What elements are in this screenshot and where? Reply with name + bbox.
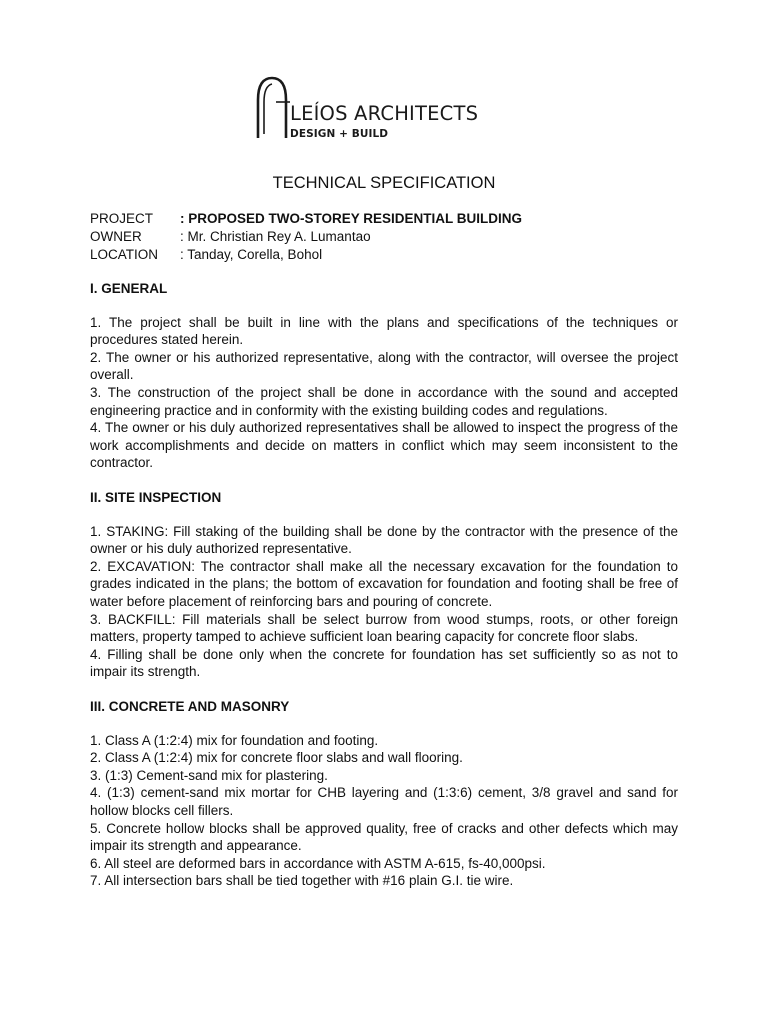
spec-item: 6. All steel are deformed bars in accordance with ASTM A-615, fs-40,000psi. [90, 855, 546, 871]
logo-company-name: LEÍOS ARCHITECTS [290, 102, 479, 125]
section-site-inspection [90, 489, 678, 681]
section-heading: III. CONCRETE AND MASONRY [90, 699, 290, 714]
spec-item: 2. EXCAVATION: The contractor shall make all the necessary excavation for the foundation to grades indicated in the plans; the bottom of excavation for foundation and footing shall be free of water before placement of reinforcing bars and pouring of concrete. [90, 558, 678, 609]
spec-item: 2. The owner or his authorized representative, along with the contractor, will oversee the project overall. [90, 349, 678, 383]
spec-item: 4. (1:3) cement-sand mix mortar for CHB layering and (1:3:6) cement, 3/8 gravel and sand for hollow blocks cell fillers. [90, 785, 678, 818]
arch-logo-icon [250, 72, 290, 142]
document-title: TECHNICAL SPECIFICATION [272, 174, 496, 192]
project-info-row [90, 210, 522, 228]
spec-item: 3. (1:3) Cement-sand mix for plastering. [90, 767, 328, 783]
project-info [90, 210, 522, 264]
location-info-row [90, 246, 522, 264]
location-value: : Tanday, Corella, Bohol [180, 247, 323, 262]
spec-item: 3. The construction of the project shall be done in accordance with the sound and accepted engineering practice and in conformity with the existing building codes and regulations. [90, 384, 678, 418]
owner-info-row [90, 228, 522, 246]
section-heading: II. SITE INSPECTION [90, 490, 222, 505]
spec-item: 4. Filling shall be done only when the concrete for foundation has set sufficiently so as not to impair its strength. [90, 646, 678, 680]
project-value: : PROPOSED TWO-STOREY RESIDENTIAL BUILDING [180, 211, 523, 226]
spec-item: 2. Class A (1:2:4) mix for concrete floor slabs and wall flooring. [90, 750, 463, 766]
project-label: PROJECT [90, 211, 154, 226]
spec-item: 1. The project shall be built in line with the plans and specifications of the techniques or procedures stated herein. [90, 314, 678, 348]
spec-item: 4. The owner or his duly authorized representatives shall be allowed to inspect the progress of the work accomplishments and decide on matters in conflict which may seem inconsistent to the contractor. [90, 420, 678, 471]
spec-item: 1. STAKING: Fill staking of the building shall be done by the contractor with the presence of the owner or his duly authorized representative. [90, 523, 678, 557]
spec-item: 1. Class A (1:2:4) mix for foundation and footing. [90, 732, 379, 748]
section-concrete-masonry [90, 698, 678, 890]
logo-tagline: DESIGN + BUILD [290, 128, 389, 140]
owner-value: : Mr. Christian Rey A. Lumantao [180, 229, 371, 244]
spec-item: 7. All intersection bars shall be tied together with #16 plain G.I. tie wire. [90, 873, 514, 889]
section-general [90, 280, 678, 472]
owner-label: OWNER [90, 229, 142, 244]
section-heading: I. GENERAL [90, 281, 168, 296]
spec-item: 5. Concrete hollow blocks shall be approved quality, free of cracks and other defects which may impair its strength and appearance. [90, 820, 678, 854]
spec-item: 3. BACKFILL: Fill materials shall be select burrow from wood stumps, roots, or other foreign matters, property tamped to achieve sufficient loan bearing capacity for concrete floor slabs. [90, 611, 678, 645]
location-label: LOCATION [90, 247, 159, 262]
company-logo [250, 72, 520, 152]
